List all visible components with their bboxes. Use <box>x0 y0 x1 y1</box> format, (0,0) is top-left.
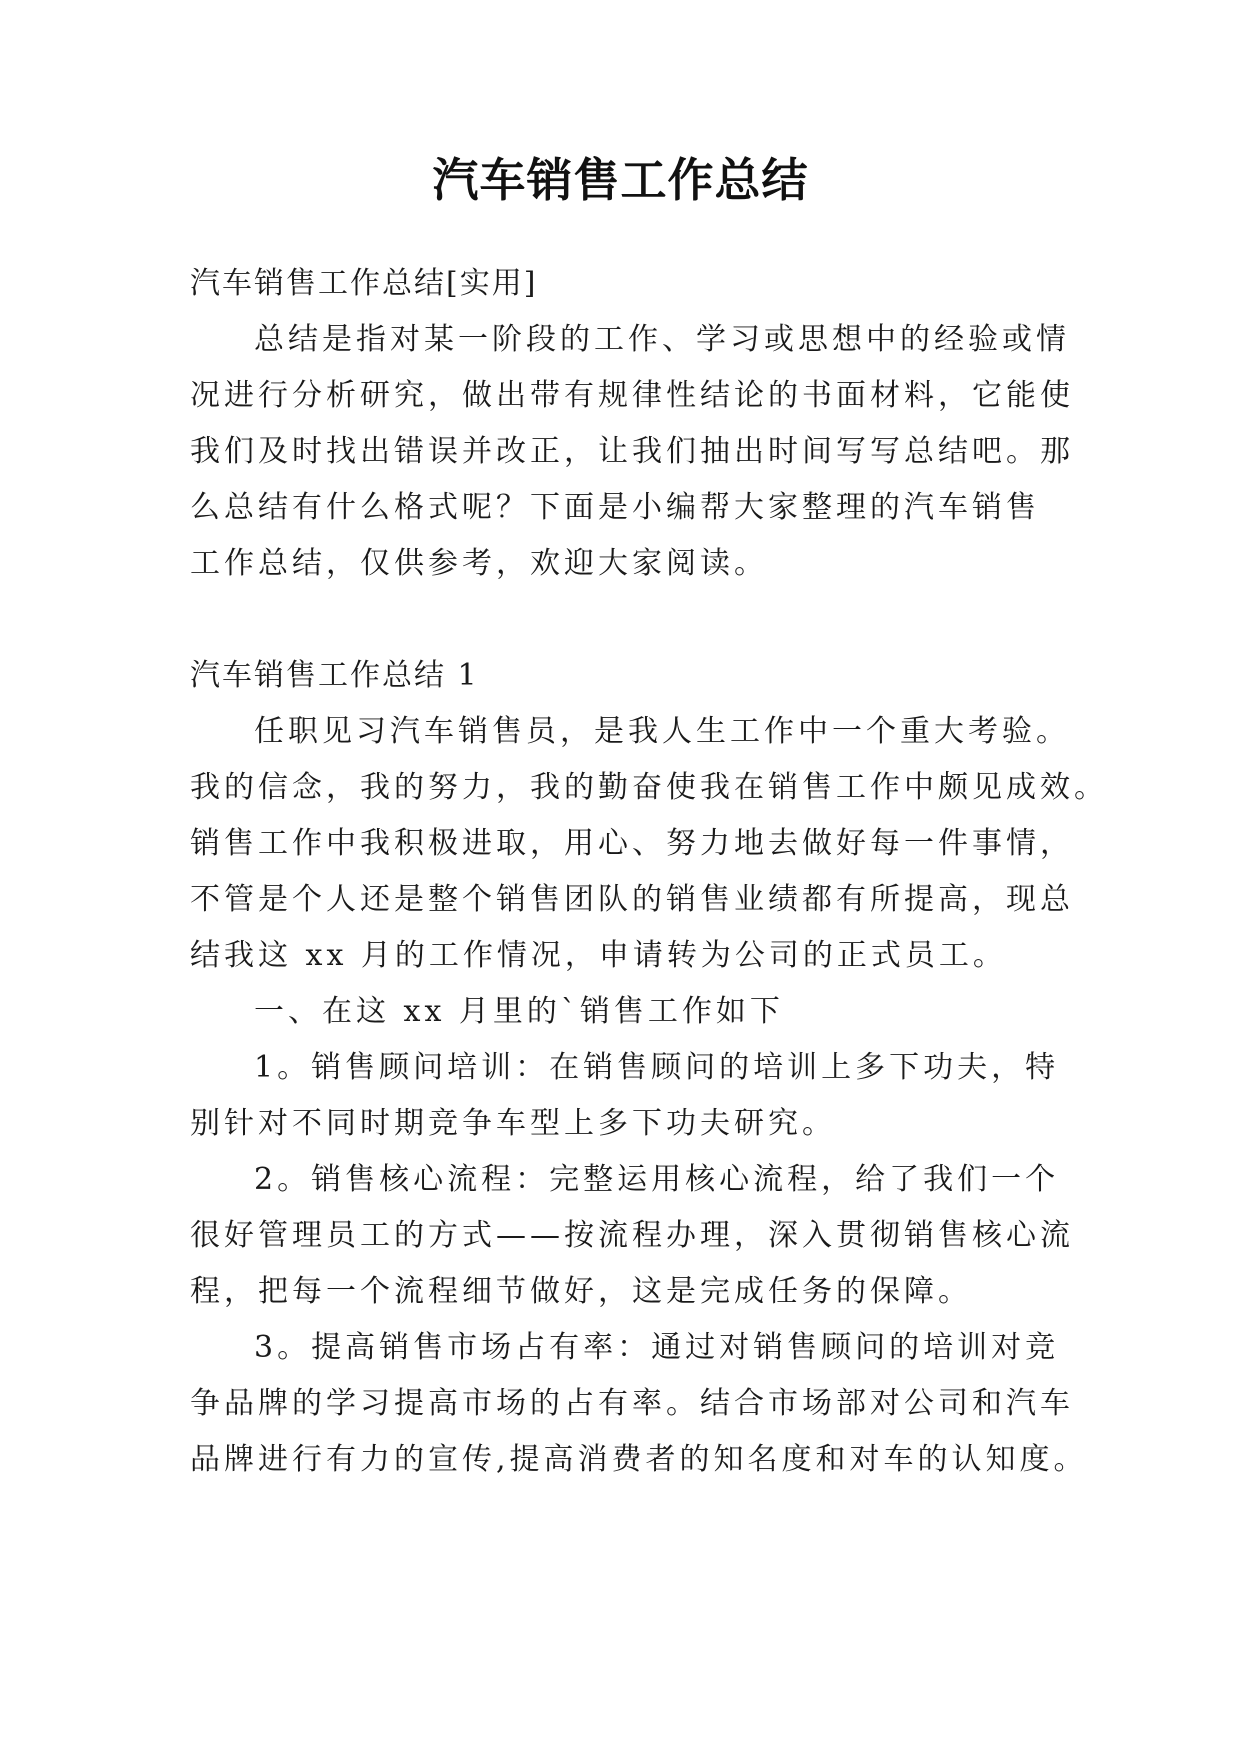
body-line: 我们及时找出错误并改正，让我们抽出时间写写总结吧。那 <box>190 434 1074 469</box>
body-line: 2。销售核心流程：完整运用核心流程，给了我们一个 <box>254 1162 1060 1197</box>
section-heading: 汽车销售工作总结[实用] <box>190 266 538 301</box>
body-line: 销售工作中我积极进取，用心、努力地去做好每一件事情， <box>190 826 1074 861</box>
body-line: 争品牌的学习提高市场的占有率。结合市场部对公司和汽车 <box>190 1386 1074 1421</box>
body-line: 不管是个人还是整个销售团队的销售业绩都有所提高，现总 <box>190 882 1074 917</box>
body-line: 结我这 xx 月的工作情况，申请转为公司的正式员工。 <box>190 938 1007 973</box>
body-line: 别针对不同时期竞争车型上多下功夫研究。 <box>190 1106 836 1141</box>
section-heading: 汽车销售工作总结 1 <box>190 658 479 693</box>
body-line: 1。销售顾问培训：在销售顾问的培训上多下功夫，特 <box>254 1050 1060 1085</box>
body-line: 况进行分析研究，做出带有规律性结论的书面材料，它能使 <box>190 378 1074 413</box>
body-line: 工作总结，仅供参考，欢迎大家阅读。 <box>190 546 768 581</box>
body-line: 3。提高销售市场占有率：通过对销售顾问的培训对竞 <box>254 1330 1060 1365</box>
body-line: 一、在这 xx 月里的`销售工作如下 <box>254 994 784 1029</box>
body-line: 我的信念，我的努力，我的勤奋使我在销售工作中颇见成效。 <box>190 770 1108 805</box>
body-line: 程，把每一个流程细节做好，这是完成任务的保障。 <box>190 1274 972 1309</box>
body-line: 很好管理员工的方式——按流程办理，深入贯彻销售核心流 <box>190 1218 1074 1253</box>
body-line: 品牌进行有力的宣传,提高消费者的知名度和对车的认知度。 <box>190 1442 1088 1477</box>
body-line: 任职见习汽车销售员，是我人生工作中一个重大考验。 <box>254 714 1070 749</box>
body-line: 总结是指对某一阶段的工作、学习或思想中的经验或情 <box>254 322 1070 357</box>
document-title: 汽车销售工作总结 <box>432 153 809 207</box>
body-line: 么总结有什么格式呢？下面是小编帮大家整理的汽车销售 <box>190 490 1040 525</box>
